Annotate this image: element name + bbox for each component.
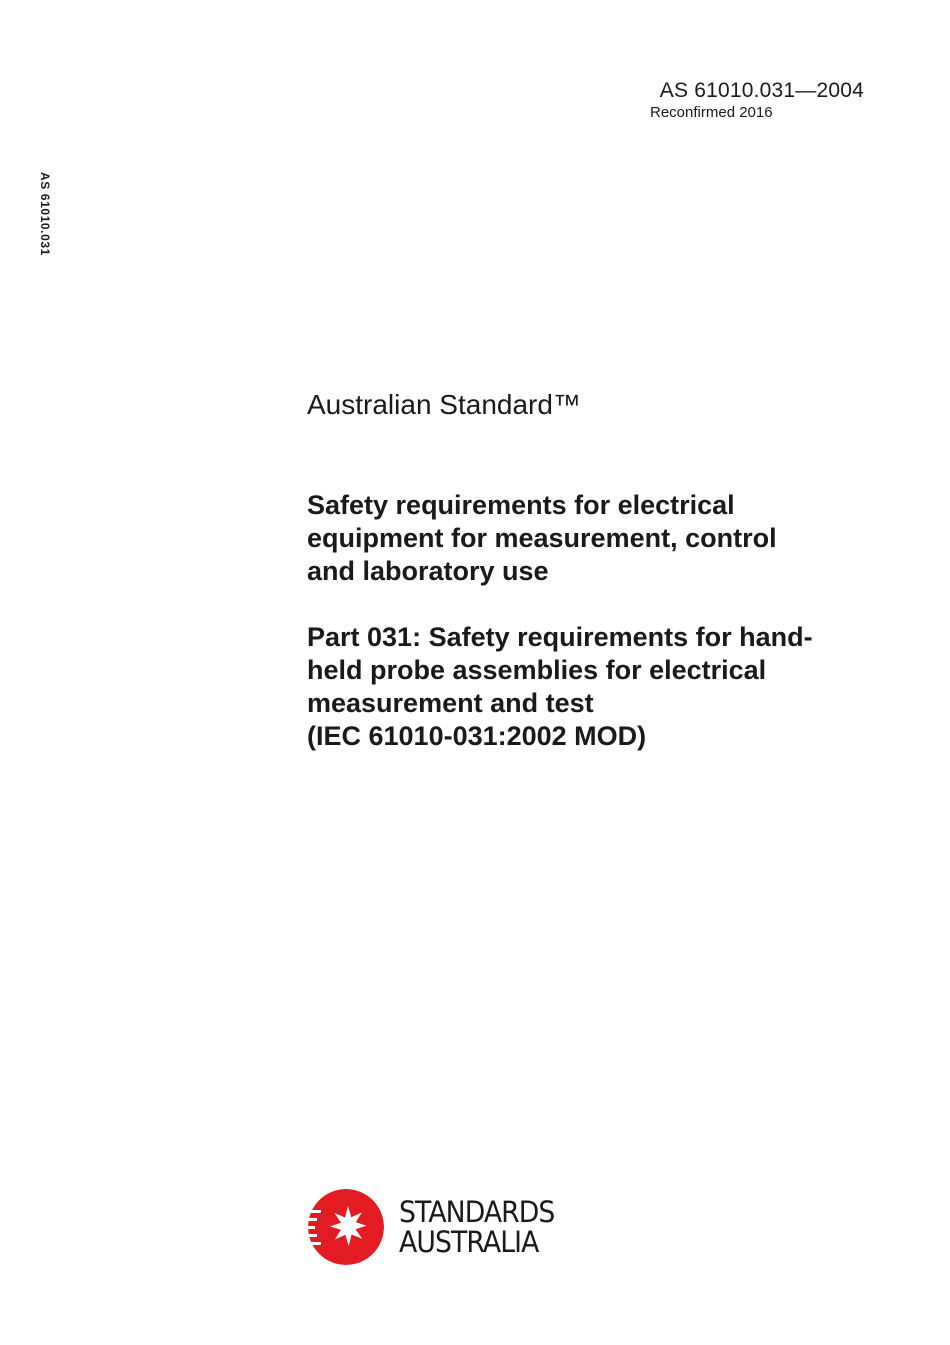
spine-label <box>34 172 54 272</box>
standard-number: AS 61010.031—2004 <box>659 79 864 102</box>
logo-line-2: AUSTRALIA <box>399 1225 539 1259</box>
title-line: Safety requirements for electrical <box>307 490 735 520</box>
title-line: and laboratory use <box>307 556 549 586</box>
logo-wordmark <box>399 1197 554 1257</box>
standards-australia-logo <box>307 1188 597 1268</box>
series-title: Australian Standard™ <box>307 389 581 420</box>
part-line: (IEC 61010-031:2002 MOD) <box>307 721 647 751</box>
part-line: held probe assemblies for electrical <box>307 655 767 685</box>
title-line: equipment for measurement, control <box>307 523 777 553</box>
spine-text: AS 61010.031 <box>38 172 52 256</box>
part-line: measurement and test <box>307 688 594 718</box>
part-line: Part 031: Safety requirements for hand- <box>307 622 813 652</box>
standards-australia-star-logo-icon <box>307 1188 385 1266</box>
logo-line-1: STANDARDS <box>399 1195 555 1229</box>
reconfirmed-date: Reconfirmed 2016 <box>650 104 773 121</box>
document-title <box>307 489 887 588</box>
part-title <box>307 621 887 753</box>
